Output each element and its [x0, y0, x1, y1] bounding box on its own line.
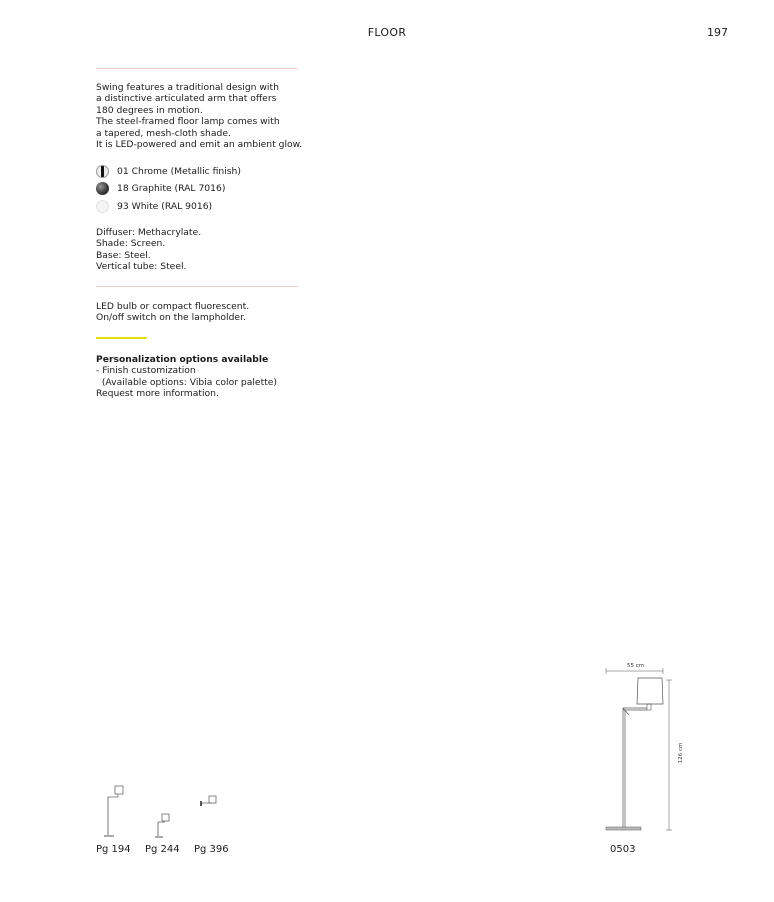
product-code: 0503 — [610, 844, 636, 855]
personalization-line: - Finish customization — [96, 365, 196, 377]
description-line: a distinctive articulated arm that offers — [96, 93, 277, 105]
description-line: a tapered, mesh-cloth shade. — [96, 127, 231, 139]
lighting-info — [96, 301, 249, 324]
finish-chrome — [96, 164, 241, 178]
related-page-link[interactable]: Pg 194 — [96, 844, 131, 855]
personalization-line: Request more information. — [96, 388, 219, 400]
description-line: Swing features a traditional design with — [96, 82, 279, 93]
finish-label: 18 Graphite (RAL 7016) — [117, 182, 226, 194]
height-dimension-label: 126 cm — [678, 742, 684, 764]
lighting-line: LED bulb or compact fluorescent. — [96, 301, 250, 312]
personalization — [96, 354, 277, 400]
product-description — [96, 82, 302, 150]
related-page-link[interactable]: Pg 244 — [145, 844, 180, 855]
material-line: Shade: Screen. — [96, 238, 166, 250]
personalization-line: (Available options: Vibia color palette) — [96, 376, 278, 388]
material-line: Diffuser: Methacrylate. — [96, 227, 202, 238]
white-swatch-icon — [96, 200, 109, 213]
material-line: Base: Steel. — [96, 249, 151, 261]
divider — [96, 286, 298, 287]
description-line: It is LED-powered and emit an ambient glow. — [96, 139, 303, 151]
chrome-swatch-icon — [96, 165, 109, 178]
divider — [96, 68, 298, 69]
personalization-heading: Personalization options available — [96, 354, 269, 365]
description-line: 180 degrees in motion. — [96, 104, 203, 116]
lamp-technical-drawing — [600, 668, 680, 836]
page-number: 197 — [707, 26, 728, 39]
description-line: The steel-framed floor lamp comes with — [96, 116, 280, 128]
materials — [96, 227, 201, 273]
floor-lamp-thumbnail-icon[interactable] — [100, 783, 130, 839]
wall-lamp-thumbnail-icon[interactable] — [199, 794, 221, 808]
related-page-link[interactable]: Pg 396 — [194, 844, 229, 855]
finish-white — [96, 199, 212, 213]
lighting-line: On/off switch on the lampholder. — [96, 312, 246, 324]
width-dimension-label: 55 cm — [627, 663, 645, 669]
finish-label: 93 White (RAL 9016) — [117, 200, 213, 212]
reading-lamp-thumbnail-icon[interactable] — [153, 812, 175, 839]
finish-label: 01 Chrome (Metallic finish) — [117, 165, 241, 177]
graphite-swatch-icon — [96, 182, 109, 195]
material-line: Vertical tube: Steel. — [96, 261, 187, 273]
finish-graphite — [96, 181, 225, 195]
section-title: FLOOR — [367, 26, 407, 39]
accent-bar — [96, 337, 147, 339]
